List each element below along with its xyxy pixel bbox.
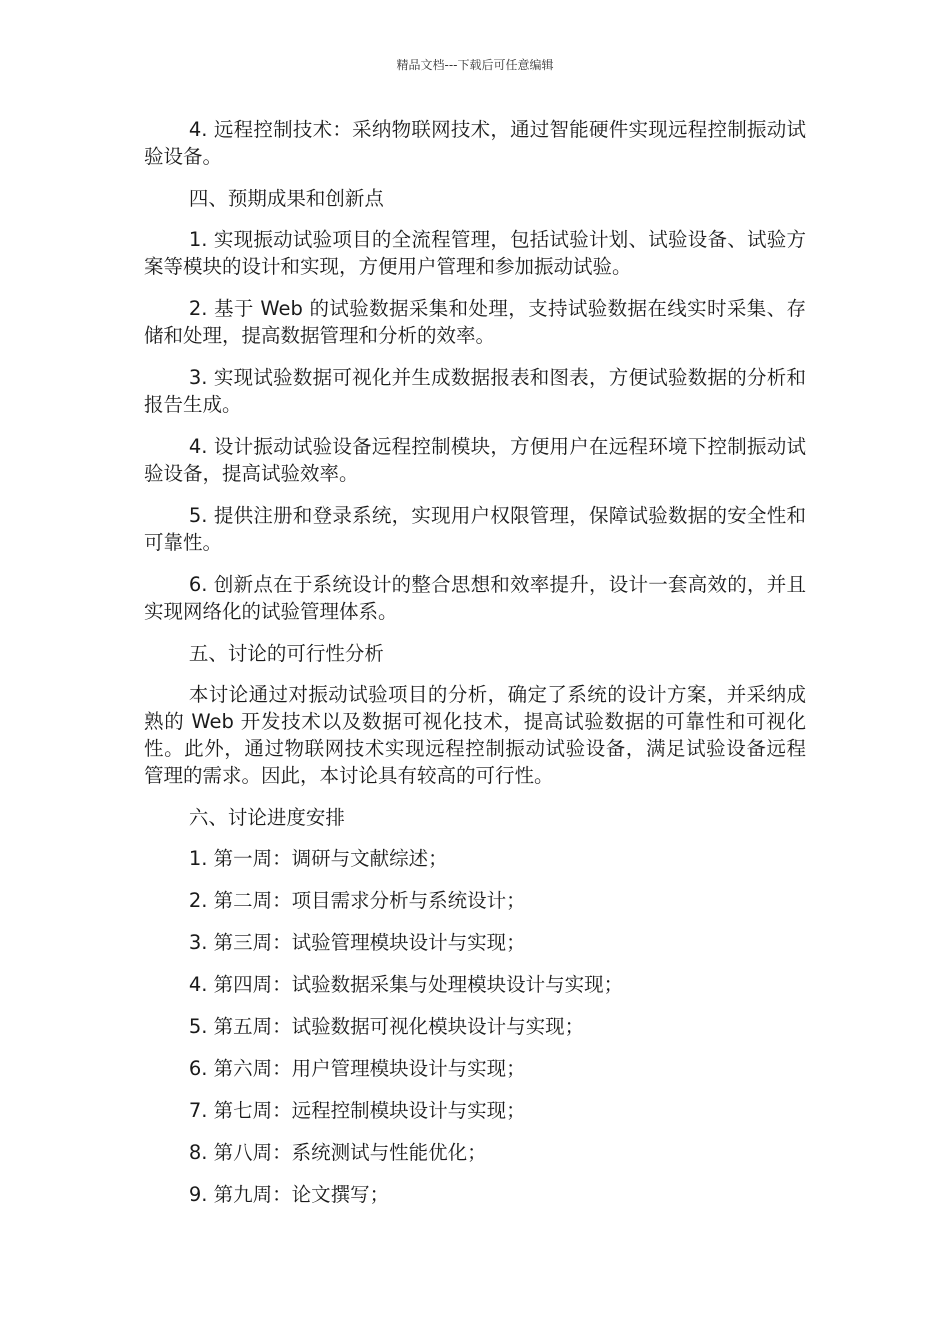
section-heading-expected-results: 四、预期成果和创新点: [188, 187, 384, 210]
document-body: [144, 116, 806, 1223]
schedule-item-week-3: 3. 第三周：试验管理模块设计与实现；: [188, 931, 526, 954]
schedule-item-week-6: 6. 第六周：用户管理模块设计与实现；: [188, 1057, 526, 1080]
schedule-item-week-1: 1. 第一周：调研与文献综述；: [188, 847, 448, 870]
paragraph-result-3: 3. 实现试验数据可视化并生成数据报表和图表，方便试验数据的分析和报告生成。: [144, 366, 806, 416]
schedule-item-week-8: 8. 第八周：系统测试与性能优化；: [188, 1141, 487, 1164]
page-header: 精品文档---下载后可任意编辑: [396, 58, 554, 72]
paragraph-result-2: 2. 基于 Web 的试验数据采集和处理，支持试验数据在线实时采集、存储和处理，提高数据管理和分析的效率。: [144, 297, 806, 347]
paragraph-feasibility: 本讨论通过对振动试验项目的分析，确定了系统的设计方案，并采纳成熟的 Web 开发技术以及数据可视化技术，提高试验数据的可靠性和可视化性。此外，通过物联网技术实现远程控制振动试验设备，满足试验设备远程管理的需求。因此，本讨论具有较高的可行性。: [144, 683, 806, 787]
schedule-item-week-2: 2. 第二周：项目需求分析与系统设计；: [188, 889, 526, 912]
paragraph-result-5: 5. 提供注册和登录系统，实现用户权限管理，保障试验数据的安全性和可靠性。: [144, 504, 806, 554]
schedule-item-week-4: 4. 第四周：试验数据采集与处理模块设计与实现；: [188, 973, 624, 996]
section-heading-schedule: 六、讨论进度安排: [188, 806, 345, 829]
schedule-list: [144, 845, 806, 1208]
schedule-item-week-9: 9. 第九周：论文撰写；: [188, 1183, 390, 1206]
paragraph-remote-control-tech: 4. 远程控制技术：采纳物联网技术，通过智能硬件实现远程控制振动试验设备。: [144, 118, 806, 168]
schedule-item-week-5: 5. 第五周：试验数据可视化模块设计与实现；: [188, 1015, 585, 1038]
paragraph-result-4: 4. 设计振动试验设备远程控制模块，方便用户在远程环境下控制振动试验设备，提高试验效率。: [144, 435, 806, 485]
section-heading-feasibility: 五、讨论的可行性分析: [188, 642, 384, 665]
paragraph-result-1: 1. 实现振动试验项目的全流程管理，包括试验计划、试验设备、试验方案等模块的设计和实现，方便用户管理和参加振动试验。: [144, 228, 806, 278]
paragraph-result-6: 6. 创新点在于系统设计的整合思想和效率提升，设计一套高效的，并且实现网络化的试验管理体系。: [144, 573, 806, 623]
schedule-item-week-7: 7. 第七周：远程控制模块设计与实现；: [188, 1099, 526, 1122]
